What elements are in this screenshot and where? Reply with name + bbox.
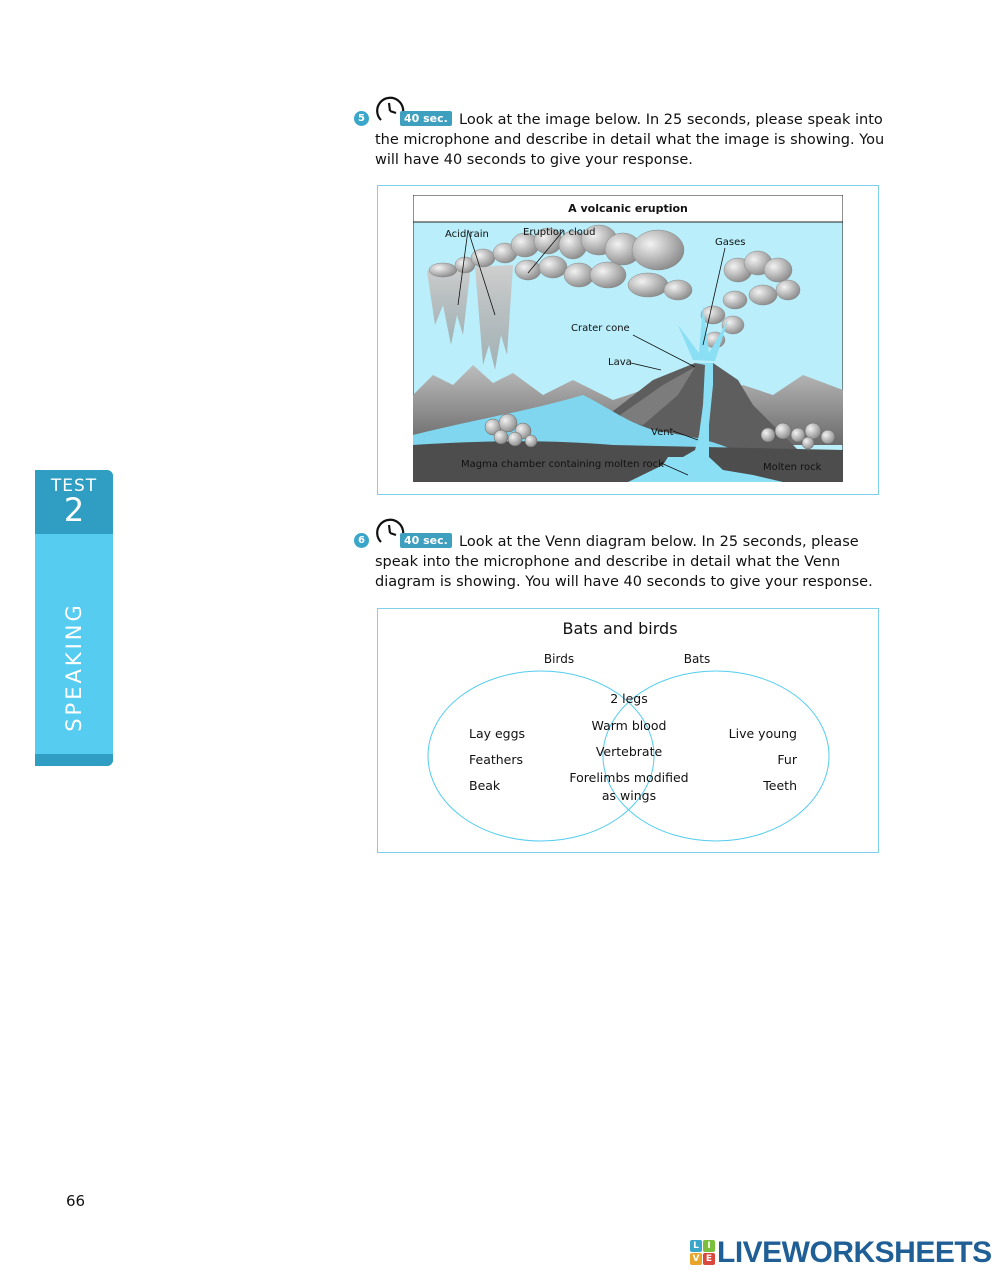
logo-block: E (703, 1253, 715, 1265)
shared-item: 2 legs (610, 691, 648, 706)
label-lava: Lava (608, 357, 632, 368)
venn-title: Bats and birds (562, 619, 678, 638)
bats-item: Live young (728, 726, 797, 741)
birds-item: Beak (469, 778, 501, 793)
question-text: Look at the Venn diagram below. In 25 seconds, please speak into the microphone and describe in detail what the Venn diagram is showing. You will have 40 seconds to give your response. (375, 534, 873, 590)
logo-block: L (690, 1240, 702, 1252)
volcano-title: A volcanic eruption (568, 202, 688, 215)
tab-bottom-bar (35, 754, 113, 766)
volcano-illustration (413, 195, 843, 482)
bats-item: Teeth (763, 778, 797, 793)
bats-label: Bats (683, 652, 711, 666)
label-eruption-cloud: Eruption cloud (523, 227, 596, 238)
question-text: Look at the image below. In 25 seconds, please speak into the microphone and describe in detail what the image is showing. You will have 40 seconds to give your response. (375, 112, 885, 168)
page-number: 66 (66, 1192, 86, 1210)
venn-figure (377, 608, 879, 853)
label-crater-cone: Crater cone (571, 323, 630, 334)
label-magma-chamber: Magma chamber containing molten rock (461, 459, 664, 470)
brand-name: LIVEWORKSHEETS (717, 1236, 992, 1269)
volcano-figure (377, 185, 879, 495)
logo-block: I (703, 1240, 715, 1252)
label-vent: Vent (651, 427, 674, 438)
timer-badge: 40 sec. (400, 111, 452, 126)
logo-blocks-icon (690, 1240, 716, 1266)
shared-item: Forelimbs modified (569, 770, 689, 785)
label-molten-rock: Molten rock (763, 462, 822, 473)
bats-item: Fur (777, 752, 797, 767)
test-section-tab (35, 470, 113, 766)
test-word: TEST (50, 476, 98, 496)
question-number: 5 (354, 111, 369, 126)
birds-item: Lay eggs (469, 726, 526, 741)
birds-label: Birds (543, 652, 575, 666)
label-acid-rain: Acid rain (445, 229, 489, 240)
venn-diagram (378, 609, 878, 852)
question-number: 6 (354, 533, 369, 548)
timer-badge: 40 sec. (400, 533, 452, 548)
shared-item: Warm blood (591, 718, 667, 733)
test-header (35, 470, 113, 534)
shared-item: Vertebrate (595, 744, 663, 759)
birds-item: Feathers (469, 752, 524, 767)
shared-item: as wings (601, 788, 657, 803)
test-number: 2 (63, 491, 85, 529)
section-title: SPEAKING (62, 602, 86, 732)
label-gases: Gases (715, 237, 746, 248)
logo-block: V (690, 1253, 702, 1265)
